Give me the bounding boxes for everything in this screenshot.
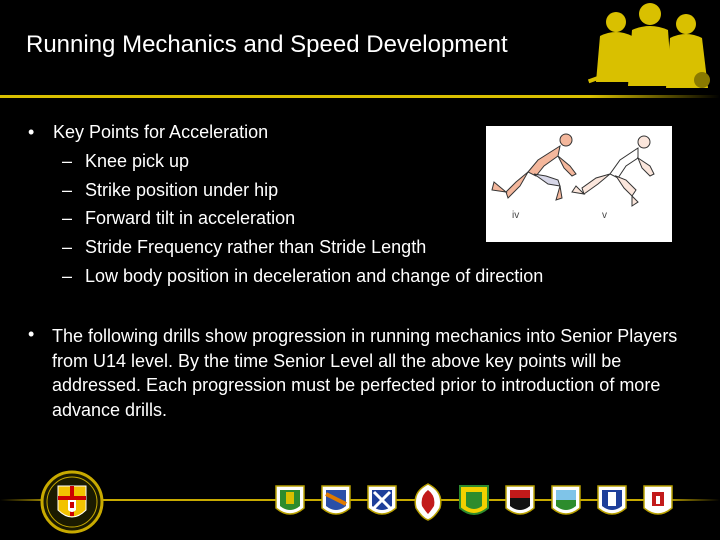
dash-symbol: – (62, 180, 73, 200)
slide-title: Running Mechanics and Speed Development (26, 31, 508, 58)
ulster-crest-icon (40, 470, 104, 534)
cavan-crest-icon (364, 482, 400, 522)
bullet-symbol: • (28, 324, 35, 344)
figure-label-right: v (602, 210, 607, 221)
tyrone-crest-icon (640, 482, 676, 522)
dash-symbol: – (62, 151, 73, 171)
runner-illustration-icon (486, 126, 672, 242)
runner-figure (486, 126, 672, 242)
donegal-crest-icon (456, 482, 492, 522)
sub-point-text: Stride Frequency rather than Stride Length (85, 237, 427, 257)
monaghan-crest-icon (594, 482, 630, 522)
figure-label-left: iv (512, 210, 520, 221)
header-rule (0, 95, 720, 98)
bullet-symbol: • (28, 122, 35, 142)
fermanagh-crest-icon (548, 482, 584, 522)
derry-crest-icon (410, 482, 446, 522)
antrim-crest-icon (272, 482, 308, 522)
county-crests (272, 482, 712, 522)
sub-point-text: Strike position under hip (85, 180, 279, 200)
sub-point-text: Knee pick up (85, 151, 190, 171)
dash-symbol: – (62, 237, 73, 257)
armagh-crest-icon (318, 482, 354, 522)
main-bullet-text: Key Points for Acceleration (53, 122, 269, 142)
body-paragraph: The following drills show progression in running mechanics into Senior Players from U14 level. By the time Senior Level all the above key points will be addressed. Each progression must be perfected prior to introduction of more advance drills. (52, 326, 678, 420)
dash-symbol: – (62, 266, 73, 286)
sub-point-text: Forward tilt in acceleration (85, 208, 296, 228)
dash-symbol: – (62, 208, 73, 228)
down-crest-icon (502, 482, 538, 522)
sub-point-text: Low body position in deceleration and change of direction (85, 266, 544, 286)
players-silhouette-icon (588, 2, 718, 98)
